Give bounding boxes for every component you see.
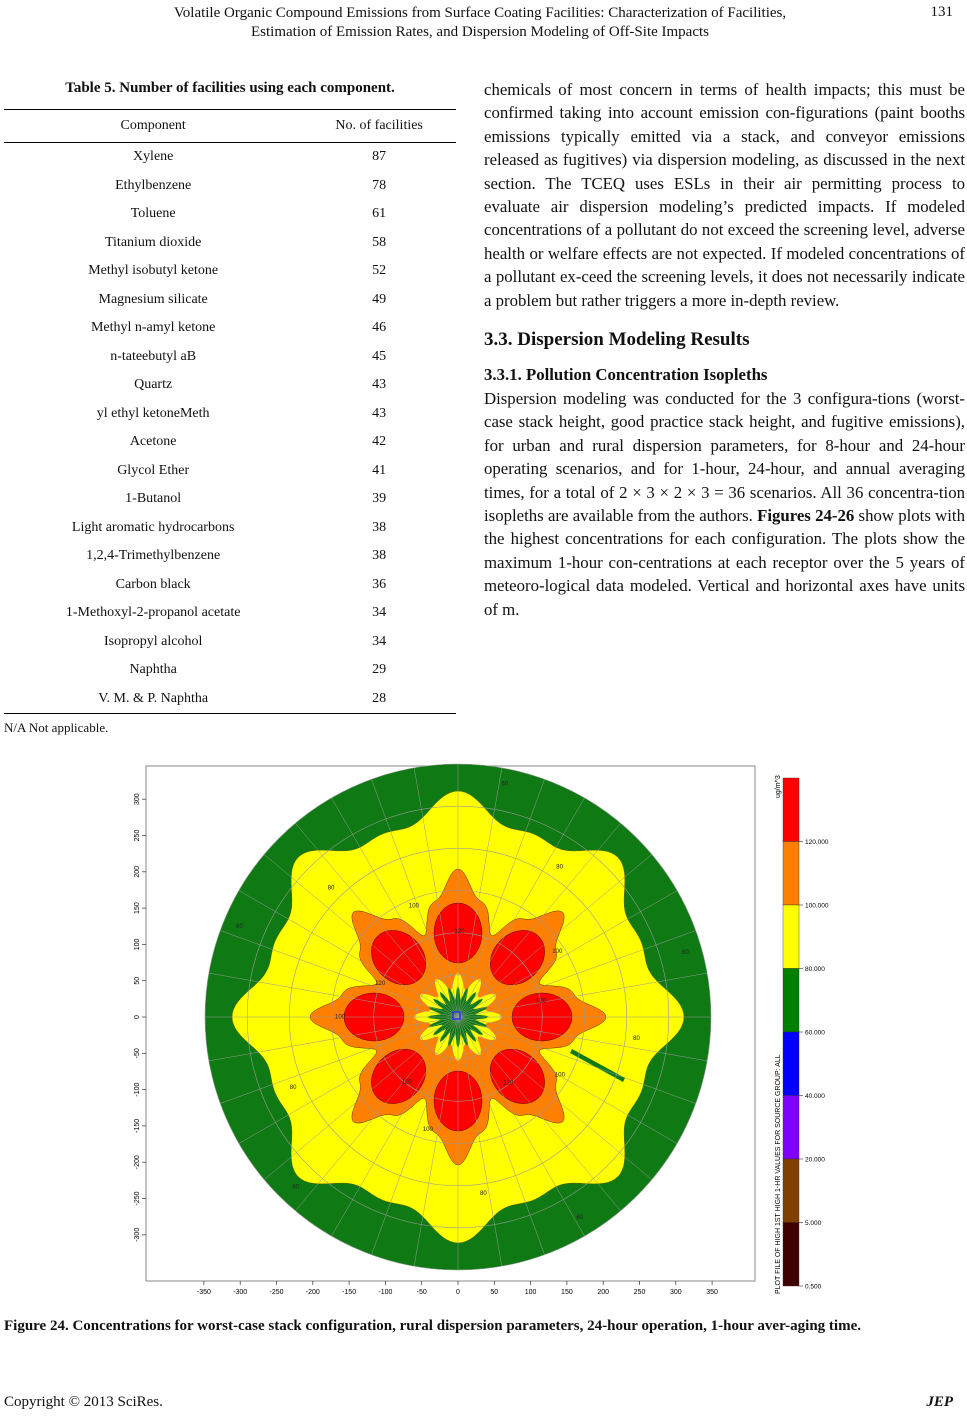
- component-cell: Methyl isobutyl ketone: [88, 263, 219, 279]
- x-tick-label: -50: [416, 1289, 427, 1296]
- component-cell: Toluene: [130, 206, 176, 222]
- y-tick-label: -100: [134, 1082, 141, 1097]
- contour-label: 80: [556, 864, 563, 871]
- y-tick-label: -150: [134, 1118, 141, 1133]
- colorbar-tick-label: 60.000: [805, 1029, 825, 1037]
- table-row: [4, 257, 456, 286]
- y-tick-label: 150: [134, 902, 141, 914]
- colorbar-tick-label: 100.000: [805, 902, 829, 910]
- count-cell: 78: [372, 177, 387, 193]
- contour-label: 60: [236, 923, 243, 930]
- header-count: No. of facilities: [302, 110, 456, 143]
- x-tick-label: -350: [196, 1289, 211, 1296]
- contour-label: 100: [554, 1072, 565, 1079]
- paragraph-isopleths-start: Dispersion modeling was conducted for the 3 configura-tions (worst-case stack height, good practice stack height, and fugitive emissions), for urban and rural dispersion parameters, for 8-hour and 24-hour operating scenarios, and for 1-hour, 24-hour, and annual averaging times, for a total of 2 × 3 × 2 × 3 = 36 scenarios. All 36 concentra-tion isopleths are available from the authors.: [484, 388, 965, 525]
- component-cell: Glycol Ether: [117, 462, 190, 478]
- contour-label: 80: [480, 1191, 487, 1198]
- page-number: 131: [930, 4, 953, 20]
- footer-journal: JEP: [926, 1394, 953, 1410]
- subsection-heading: 3.3.1. Pollution Concentration Isopleths: [484, 365, 768, 385]
- colorbar-swatch: [783, 1223, 799, 1287]
- table-row: [4, 143, 456, 172]
- count-cell: 49: [372, 291, 387, 307]
- x-tick-label: 200: [597, 1289, 610, 1296]
- table-row: [4, 428, 456, 457]
- right-column: [484, 78, 965, 621]
- colorbar-tick-label: 20.000: [805, 1156, 825, 1164]
- contour-label: 60: [501, 781, 509, 788]
- count-cell: 42: [372, 434, 387, 450]
- component-cell: V. M. & P. Naphtha: [4, 685, 302, 714]
- contour-label: 60: [682, 949, 689, 956]
- colorbar-tick-label: 80.000: [805, 966, 825, 973]
- x-tick-label: 0: [456, 1289, 460, 1296]
- table-row: [4, 628, 456, 657]
- side-label: PLOT FILE OF HIGH 1ST HIGH 1-HR VALUES FOR SOURCE GROUP: ALL: [775, 1054, 782, 1294]
- table-row: [4, 286, 456, 315]
- y-tick-label: -250: [134, 1191, 141, 1206]
- count-cell: 58: [372, 234, 387, 250]
- component-cell: Isopropyl alcohol: [103, 633, 203, 649]
- count-cell: 52: [372, 263, 387, 279]
- count-cell: 45: [372, 348, 387, 364]
- component-cell: Methyl n-amyl ketone: [90, 320, 216, 336]
- count-cell: 43: [372, 377, 387, 393]
- figure-caption: Figure 24. Concentrations for worst-case stack configuration, rural dispersion parameters, 24-hour operation, 1-hour aver-aging time.: [4, 1318, 861, 1334]
- component-cell: Quartz: [134, 377, 173, 393]
- count-cell: 38: [372, 548, 387, 564]
- figure-24: [133, 762, 833, 1307]
- running-header: [60, 4, 900, 42]
- y-tick-label: -50: [134, 1048, 141, 1059]
- y-tick-label: 250: [134, 829, 141, 842]
- table-caption: Table 5. Number of facilities using each component.: [65, 80, 395, 96]
- color-legend: [783, 778, 829, 1291]
- colorbar-swatch: [783, 905, 799, 969]
- x-tick-label: -150: [342, 1289, 357, 1296]
- contour-label: 80: [289, 1085, 297, 1092]
- contour-label: 60: [576, 1215, 584, 1222]
- contour-label: 120: [454, 929, 465, 935]
- y-tick-label: 50: [134, 976, 141, 985]
- colorbar-tick-label: 5.000: [805, 1220, 822, 1227]
- component-cell: 1,2,4-Trimethylbenzene: [86, 548, 221, 564]
- component-cell: Titanium dioxide: [104, 234, 202, 250]
- table-row: [4, 200, 456, 229]
- component-cell: 1-Butanol: [125, 491, 182, 507]
- contour-label: 120: [503, 1080, 514, 1087]
- y-tick-label: 200: [134, 865, 141, 878]
- component-cell: Ethylbenzene: [115, 177, 192, 193]
- count-cell: 46: [372, 320, 387, 336]
- x-tick-label: 300: [669, 1289, 682, 1296]
- colorbar-swatch: [783, 1032, 799, 1096]
- count-cell: 43: [372, 405, 387, 421]
- section-heading: 3.3. Dispersion Modeling Results: [484, 329, 750, 351]
- count-cell: 61: [372, 206, 387, 222]
- table-row: [4, 656, 456, 685]
- component-cell: yl ethyl ketoneMeth: [96, 405, 210, 421]
- x-tick-label: 100: [524, 1289, 537, 1296]
- table-row: [4, 172, 456, 201]
- x-tick-label: 350: [706, 1289, 718, 1296]
- contour-label: 80: [633, 1036, 640, 1043]
- table-body: [4, 143, 456, 714]
- contour-label: 80: [327, 885, 335, 892]
- table-note: N/A Not applicable.: [4, 720, 109, 735]
- count-cell: 29: [372, 662, 387, 678]
- table-row: [4, 542, 456, 571]
- isopleth-plot: [133, 762, 833, 1302]
- footer-copyright: Copyright © 2013 SciRes.: [4, 1394, 163, 1410]
- count-cell: 34: [372, 633, 387, 649]
- paragraph-screening: chemicals of most concern in terms of health impacts; this must be confirmed taking into account emission con-figurations (paint booths emissions typically emitted via a stack, and conveyor emissions released as fugitives) via dispersion modeling, as discussed in the next section. The TCEQ uses ESLs in their air permitting process to evaluate air dispersion modeling’s predicted impacts. If modeled concentrations of a pollutant do not exceed the screening level, adverse health or welfare effects are not expected. If modeled concentrations of a pollutant ex-ceed the screening levels, it does not necessarily indicate a problem but rather triggers a more in-depth review.: [484, 80, 965, 310]
- table-row: [4, 485, 456, 514]
- count-cell: 34: [372, 605, 387, 621]
- count-cell: 87: [372, 149, 387, 165]
- x-tick-label: -250: [269, 1289, 284, 1296]
- colorbar-swatch: [783, 778, 799, 842]
- count-cell: 28: [302, 685, 456, 714]
- count-cell: 38: [372, 519, 387, 535]
- y-tick-label: 100: [134, 938, 141, 951]
- table-row: [4, 229, 456, 258]
- contour-label: 100: [552, 949, 563, 956]
- table-row: [4, 685, 456, 714]
- contour-label: 100: [422, 1127, 433, 1134]
- table-row: [4, 400, 456, 429]
- colorbar-swatch: [783, 842, 799, 906]
- colorbar-tick-label: 0.500: [805, 1283, 822, 1291]
- y-tick-label: 0: [134, 1015, 141, 1019]
- component-cell: Xylene: [132, 149, 174, 165]
- paragraph-isopleths: [484, 387, 965, 621]
- component-cell: n-tateebutyl aB: [110, 348, 197, 364]
- x-tick-label: -300: [233, 1289, 248, 1296]
- component-cell: 1-Methoxyl-2-propanol acetate: [65, 605, 241, 621]
- facilities-table: [4, 109, 456, 714]
- colorbar-swatch: [783, 1096, 799, 1160]
- contour-label: 120: [375, 981, 386, 988]
- contour-label: 120: [401, 1079, 412, 1086]
- contour-label: 60: [292, 1184, 300, 1191]
- component-cell: Acetone: [129, 434, 177, 450]
- running-header-line-2: Estimation of Emission Rates, and Dispersion Modeling of Off-Site Impacts: [251, 24, 709, 40]
- count-cell: 36: [372, 576, 387, 592]
- component-cell: Magnesium silicate: [98, 291, 208, 307]
- x-tick-label: 150: [561, 1289, 573, 1296]
- count-cell: 41: [372, 462, 387, 478]
- colorbar-swatch: [783, 969, 799, 1033]
- colorbar-swatch: [783, 1159, 799, 1223]
- unit-label: ug/m^3: [775, 775, 782, 798]
- y-tick-label: -200: [134, 1155, 141, 1170]
- table-row: [4, 457, 456, 486]
- contour-label: 100: [408, 903, 419, 910]
- header-component: Component: [4, 110, 302, 143]
- contour-label: 100: [334, 1014, 346, 1021]
- component-cell: Carbon black: [115, 576, 191, 592]
- table-row: [4, 571, 456, 600]
- table-row: [4, 314, 456, 343]
- x-tick-label: -100: [378, 1289, 393, 1296]
- component-cell: Naphtha: [129, 662, 177, 678]
- y-tick-label: 300: [134, 793, 141, 806]
- colorbar-tick-label: 120.000: [805, 839, 829, 846]
- running-header-line-1: Volatile Organic Compound Emissions from Surface Coating Facilities: Characterization of Facilities,: [173, 5, 787, 21]
- contour-label: 120: [535, 998, 546, 1005]
- x-tick-label: 250: [633, 1289, 646, 1296]
- table-header-row: [4, 110, 456, 143]
- x-tick-label: 50: [490, 1289, 499, 1296]
- table-row: [4, 514, 456, 543]
- table-5: [4, 80, 456, 736]
- y-tick-label: -300: [134, 1227, 141, 1242]
- component-cell: Light aromatic hydrocarbons: [71, 519, 235, 535]
- x-tick-label: -200: [305, 1289, 320, 1296]
- colorbar-tick-label: 40.000: [805, 1093, 825, 1100]
- table-row: [4, 343, 456, 372]
- paragraph-isopleths-end: show plots with the highest concentrations for each configuration. The plots show the maximum 1-hour con-centrations at each receptor over the 5 years of meteoro-logical data modeled. Vertical and horizontal axes have units of m.: [484, 505, 965, 619]
- count-cell: 39: [372, 491, 387, 507]
- table-row: [4, 371, 456, 400]
- table-row: [4, 599, 456, 628]
- figures-reference: Figures 24-26: [757, 505, 855, 525]
